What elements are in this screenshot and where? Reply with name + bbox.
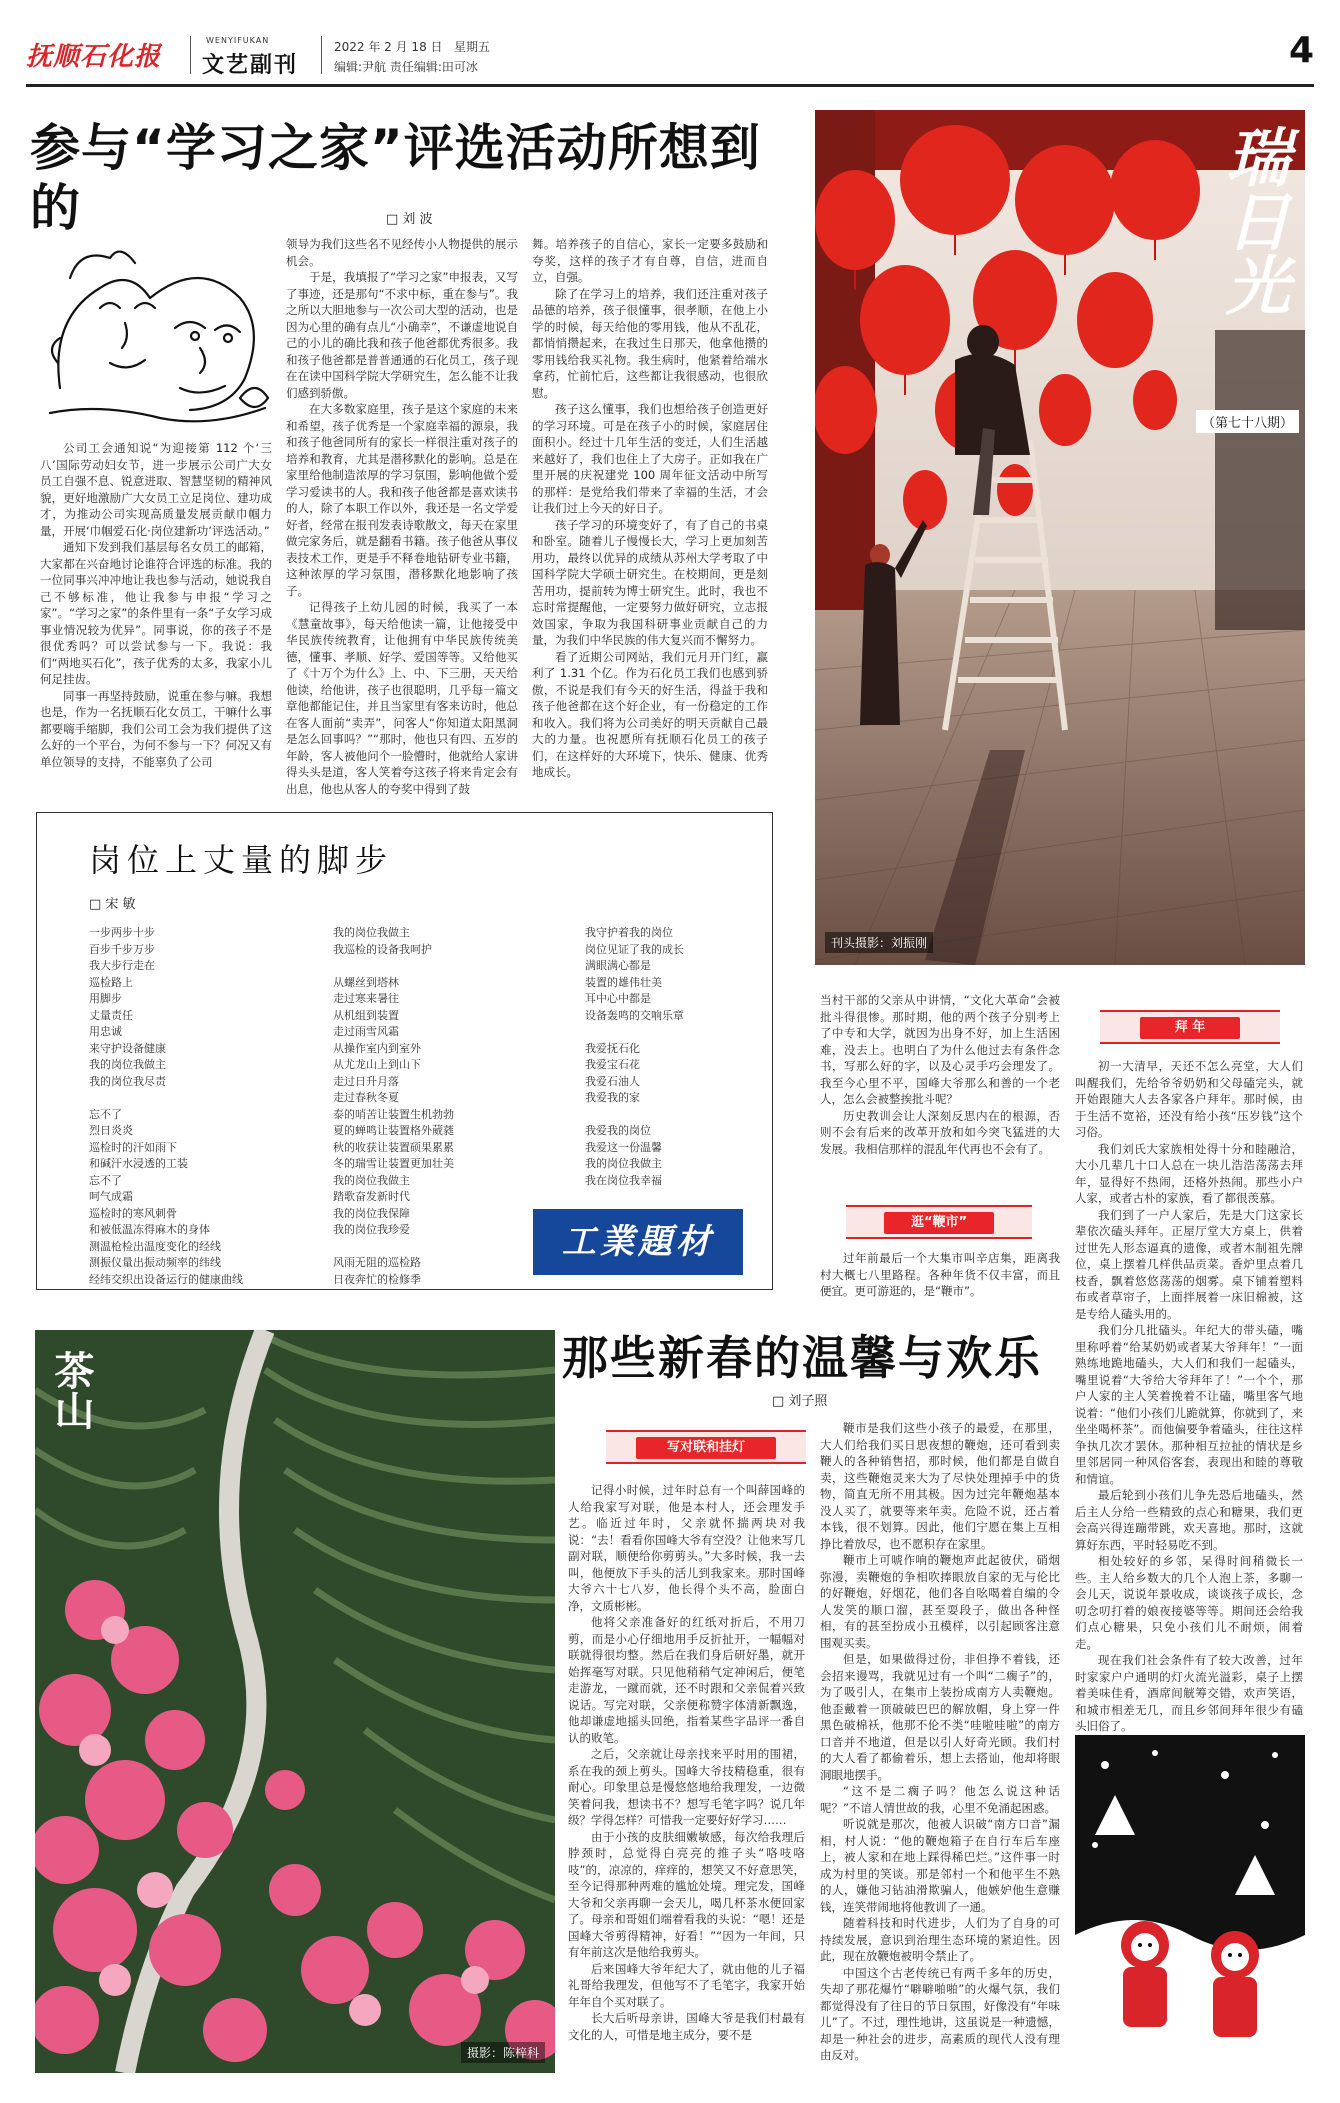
masthead <box>26 22 1314 86</box>
article2-para: 后来国峰大爷年纪大了，就由他的儿子福礼哥给我理发，但他写不了毛笔字，我家开始年年自个买对联了。 <box>568 1961 805 2009</box>
article2-para: 当村干部的父亲从中讲情，“文化大革命”会被批斗得很惨。那时期，他的两个孩子分别考上了中专和大学，就因为出身不好，加上生活困难，没去上。也明白了为什么他过去有条件念书，写那么好的字，以及心灵手巧会理发了。我至今心里不平，国峰大爷那么和善的一个老人，怎么会被整挨批斗呢？ <box>820 993 1060 1106</box>
article2-para: 我们刘氏大家族相处得十分和睦融洽，大小几辈几十口人总在一块儿浩浩荡荡去拜年，显得好不热闹，还格外热闹。那些小户人家，或者古朴的家族，看了都很羡慕。 <box>1075 1141 1303 1205</box>
poem-title: 岗位上丈量的脚步 <box>89 841 394 879</box>
section-pinyin: WENYIFUKAN <box>206 36 270 45</box>
article1-para: 领导为我们这些名不见经传小人物提供的展示机会。 <box>286 237 518 268</box>
tea-photo-credit: 摄影：陈梓科 <box>461 2042 545 2063</box>
article2-sec2-intro <box>820 1250 1060 1300</box>
article1-para: 除了在学习上的培养，我们还注重对孩子品德的培养，孩子很懂事，很孝顺，在他上小学的时候，每天给他的零用钱，他从不乱花，都悄悄攒起来，在我过生日那天，他拿他攒的零用钱给我买礼物。我生病时，他紧着给端水拿药，忙前忙后，这些都让我很感动，也很欣慰。 <box>532 286 768 400</box>
article1-col3 <box>532 236 768 781</box>
sec2-label: 逛“鞭市” <box>884 1212 994 1234</box>
poem-col3: 我守护着我的岗位 岗位见证了我的成长 满眼满心都是 装置的雄伟壮美 耳中心中都是 设备轰鸣的交响乐章 我爱抚石化 我爱宝石花 我爱石油人 我爱我的家 我爱我的岗位 我爱这一份温馨 我的岗位我做主 我在岗位我幸福 <box>585 926 684 1187</box>
article2-author: □ 刘子照 <box>772 1394 828 1409</box>
article2-col3 <box>1075 1058 1303 1784</box>
article1-title: 参与“学习之家”评选活动所想到的 <box>30 119 761 237</box>
article2-para: 初一大清早，天还不怎么亮堂，大人们叫醒我们，先给爷爷奶奶和父母磕完头，就开始跟随大人去各家各户拜年。那时候，由于生活不宽裕，还没有给小孩“压岁钱”这个习俗。 <box>1075 1059 1303 1139</box>
photo-credit: 刊头摄影：刘振刚 <box>825 932 933 953</box>
article2-para: 之后，父亲就让母亲找来平时用的围裙，系在我的颈上剪头。国峰大爷技精稳重，很有耐心。印象里总是慢悠悠地给我理发，一边微笑着问我，想读书不？想写毛笔字吗？说几年级？学得怎样？可惜我一定要好好学习…… <box>568 1747 805 1827</box>
tea-photo-vertical-title: 茶山 <box>48 1350 95 1430</box>
poem-col2: 我的岗位我做主 我巡检的设备我呵护 从螺丝到塔林 走过寒来暑往 从机组到装置 走过雨雪风霜 从操作室内到室外 从尤龙山上到山下 走过日升月落 走过春秋冬夏 泰的哨苦让装置生机勃勃 夏的蝉鸣让装置格外葳蕤 秋的收获让装置硕果累累 冬的瑞雪让装置更加壮美 我的岗位我做主 踏歌奋发新时代 我的岗位我保障 我的岗位我珍爱 风雨无阻的巡检路 日夜奔忙的检修季 <box>333 926 454 1286</box>
article2-para: “这不是二瘸子吗？他怎么说这种话呢？”不谙人情世故的我，心里不免涌起困惑。 <box>820 1784 1060 1815</box>
article1-para: 通知下发到我们基层每名女员工的邮箱，大家都在兴奋地讨论谁符合评选的标准。我的一位同事兴冲冲地让我也参与活动，她说我自己不够标准，他让我参与申报“学习之家”。“学习之家”的条件里有一条“子女学习成事业情况较为优异”。同事说，你的孩子不是很优秀吗？可以尝试参与一下。我说：我们“两地买石化”，孩子优秀的太多，我家小儿何足挂齿。 <box>40 540 272 686</box>
masthead-logo: 抚顺石化报 <box>26 42 162 72</box>
article1-col2 <box>286 236 518 797</box>
article1-para: 记得孩子上幼儿园的时候，我买了一本《慧童故事》，每天给他读一篇，让他接受中华民族传统教育，让他拥有中华民族传统美德，懂事、孝顺、好学、爱国等等。又给他买了《十万个为什么》上、中、下三册，天天给他读，给他讲，孩子也很聪明，几乎每一篇文章他都能记住，并且当家里有客来访时，他总在客人面前“卖弄”，问客人“你知道太阳黑洞是怎么回事吗？”“那时，他也只有四、五岁的年龄，客人被他问个一脸懵时，他就给人家讲得头头是道，客人笑着夸这孩子将来肯定会有出息，他也从客人的夸奖中得到了鼓 <box>286 600 518 796</box>
article2-para: 最后轮到小孩们儿争先恐后地磕头，然后主人分给一些精致的点心和糖果，我们更会高兴得连蹦带跳，欢天喜地。那时，这就算好东西，平时轻易吃不到。 <box>1075 1488 1303 1552</box>
sec3-label: 拜 年 <box>1140 1017 1240 1039</box>
article2-para: 我们到了一户人家后，先是大门这家长辈依次磕头拜年。正屋厅堂大方桌上，供着过世先人形态逼真的遗像，或者木制祖先牌位，桌上摆着几样供品贡菜。香炉里点着几枝香，飘着悠悠荡荡的烟雾。桌下铺着塑料布或者草帘子，上面拌展着一床旧棉被，这是专给人磕头用的。 <box>1075 1207 1303 1321</box>
article2-col2-top <box>820 992 1060 1157</box>
article2-para: 过年前最后一个大集市叫辛店集，距离我村大概七八里路程。各种年货不仅丰富，而且便宜。更可游逛的，是“鞭市”。 <box>820 1251 1060 1298</box>
article1-para: 同事一再坚持鼓励，说重在参与嘛。我想也是，作为一名抚顺石化女员工，干嘛什么事都要嗨手缩脚，我们公司工会为我们提供了这么好的一个平台，为何不参与一下？何况又有单位领导的支持，不能辜负了公司 <box>40 688 272 769</box>
article2-para: 他将父亲准备好的红纸对折后，不用刀剪，而是小心仔细地用手反折扯开，一幅幅对联就得很均整。然后在我们身后研好墨，就开始挥毫写对联。只见他稍稍气定神闲后，便笔走游龙，一蹴而就，还不时跟和父亲侃着兴致说话。写完对联，父亲便称赞字体清新飘逸，他却谦虚地摇头回绝，指着某些字品评一番自认的败笔。 <box>568 1615 805 1745</box>
article2-para: 相处较好的乡邻，呆得时间稍微长一些。主人给乡数大的几个人泡上茶，多聊一会儿天，说说年景收成，谈谈孩子成长，念叨念叨打着的娘夜接婆等等。期间还会给我们点心糖果，只免小孩们儿不耐烦，闹着走。 <box>1075 1554 1303 1651</box>
article2-para: 鞭市上可唬作响的鞭炮声此起彼伏，硝烟弥漫，卖鞭炮的争相吹捧眼放自家的无与伦比的好鞭炮，好烟花，他们各自吆喝着自编的令人发笑的顺口溜，甚至耍段子，做出各种怪相，有的甚至扮成小丑模样，以引起顾客注意围观买卖。 <box>820 1553 1060 1650</box>
poem-col1: 一步两步十步 百步千步万步 我大步行走在 巡检路上 用脚步 丈量责任 用忠诚 来守护设备健康 我的岗位我做主 我的岗位我尽责 忘不了 烈日炎炎 巡检时的汗如雨下 和碱汗水浸透的工装 忘不了 呵气成霜 巡检时的寒风刺骨 和被低温冻得麻木的身体 测温枪检出温度变化的经线 测振仪量出振动频率的纬线 经纬交织出设备运行的健康曲线 <box>89 926 243 1286</box>
article2-para: 鞭市是我们这些小孩子的最爱，在那里，大人们给我们买日思夜想的鞭炮，还可看到卖鞭人的各种销售招，那时候，他们都是自做自卖，这些鞭炮灵来大为了尽快处理掉手中的货物，简直无所不用其极。因为过完年鞭炮基本没人买了，就要等来年卖。危险不说，还占着本钱，很不划算。因此，他们宁愿在集上互相挣比着放尽，也不愿积存在家里。 <box>820 1421 1060 1551</box>
tea-hill-photo <box>35 1330 555 2073</box>
article1-para: 于是，我填报了“学习之家”申报表，又写了事迹，还是那句“不求中标，重在参与”。我之所以大胆地参与一次公司大型的活动，也是因为心里的确有点儿“小确幸”，不谦虚地说自己的小儿的确比我和孩子他爸都优秀很多。我和孩子他爸都是普普通通的石化员工，孩子现在在读中国科学院大学研究生，怎么能不让我们感到骄傲。 <box>286 270 518 400</box>
article1-para: 在大多数家庭里，孩子是这个家庭的未来和希望，孩子优秀是一个家庭幸福的源泉，我和孩子他爸同所有的家长一样很注重对孩子的培养和教育，尤其是潜移默化的影响。总是在家里给他制造浓厚的学习氛围，影响他做个爱学习爱读书的人。我和孩子他爸都是喜欢读书的人，除了本职工作以外，我还是一名文学爱好者，经常在报刊发表诗歌散文，每天在家里做完家务后，就是翻看书籍。孩子他爸从事仪表技术工作，更是手不释卷地钻研专业书籍，这种浓厚的学习氛围，潜移默化地影响了孩子。 <box>286 402 518 598</box>
article2-para: 历史教训会让人深刻反思内在的根源，否则不会有后来的改革开放和如今突飞猛进的大发展。我相信那样的混乱年代再也不会有了。 <box>820 1108 1060 1156</box>
poem-badge: 工業題材 <box>533 1209 743 1275</box>
masthead-rule <box>26 84 1314 87</box>
page-number: 4 <box>1288 30 1314 71</box>
article2-title: 那些新春的温馨与欢乐 <box>562 1331 1042 1385</box>
section-name: 文艺副刊 <box>202 53 299 78</box>
article1-para: 孩子这么懂事，我们也想给孩子创造更好的学习环境。可是在孩子小的时候，家庭居住面积小。经过十几年生活的变迁，人们生活越来越好了，我们也住上了大房子。正如我在广里开展的庆祝建党 100 周年征文活动中所写的那样：是党给我们带来了幸福的生活，才会让我们过上今天的好日子。 <box>532 402 768 515</box>
weekday-text: 星期五 <box>453 40 490 54</box>
masthead-divider-2 <box>321 36 322 74</box>
article2-para: 记得小时候，过年时总有一个叫薛国峰的人给我家写对联，他是本村人，还会理发手艺。临近过年时，父亲就怀揣两块对我说：“去！看看你国峰大爷有空没？让他来写几副对联，顺便给你剪剪头。”大多时候，我一去叫，他便放下手头的活儿到我家来。那时国峰大爷六十七八岁，他长得个头不高，脸面白净，文质彬彬。 <box>568 1483 805 1613</box>
article2-para: 随着科技和时代进步，人们为了自身的可持续发展，意识到治理生态环境的紧迫性。因此，现在放鞭炮被明令禁止了。 <box>820 1916 1060 1963</box>
article2-col2 <box>820 1420 1060 2064</box>
article2-para: 长大后听母亲讲，国峰大爷是我们村最有文化的人，可惜是地主成分，要不是 <box>568 2011 805 2042</box>
article2-col1 <box>568 1482 805 2043</box>
article2-para: 但是，如果做得过份，非但挣不着钱，还会招来谩骂，我就见过有一个叫“二瘸子”的，为了吸引人，在集市上装扮成南方人卖鞭炮。他歪戴着一顶破破巴巴的解放帽，身上穿一件黑色破棉袄，他那不伦不类“哇啦哇啦”的南方口音并不地道，但是以引人好奇光顾。我们村的大人看了都偷着乐，想上去搭讪，他却将眼洞眼地摆手。 <box>820 1652 1060 1782</box>
papercut-illustration <box>1075 1735 1305 2073</box>
article1-illustration <box>40 238 272 428</box>
sec1-label: 写对联和挂灯 <box>636 1437 776 1459</box>
article2-para: 现在我们社会条件有了较大改善，过年时家家户户通明的灯火流光溢彩，桌子上摆着美味佳肴，酒席间觥筹交错，欢声笑语，和城市相差无几，而且乡邻间拜年很少有磕头旧俗了。 <box>1075 1653 1303 1733</box>
article1-author: □ 刘 波 <box>386 212 433 227</box>
article2-para: 由于小孩的皮肤细嫩敏感，每次给我理后脖颈时，总觉得白亮亮的推子头“咯吱咯吱”的，凉凉的，痒痒的，想笑又不好意思笑，至今记得那种两难的尴尬处境。理完发，国峰大爷和父亲再聊一会天儿，喝几杯茶水便回家了。母亲和哥姐们端着看我的头说：“嗯！还是国峰大爷剪得精神，好看！”“因为一年间，只有年前这次是他给我剪头。 <box>568 1829 805 1959</box>
article1-para: 舞。培养孩子的自信心，家长一定要多鼓励和夸奖，这样的孩子才有自尊，自信，进而自立，自强。 <box>532 237 768 284</box>
article2-para: 中国这个古老传统已有两千多年的历史，失却了那花爆竹“噼噼啪啪”的火爆气氛，我们都觉得没有了往日的节日氛围，好像没有“年味儿”了。不过，理性地讲，这虽说是一种遗憾，却是一种社会的进步，高素质的现代人没有理由反对。 <box>820 1965 1060 2062</box>
photo-issue: （第七十八期） <box>1196 410 1299 433</box>
article2-para: 听说就是那次，他被人识破“南方口音”漏相，村人说：“他的鞭炮箱子在自行车后车座上，被人家和在地上踩得稀巴烂。”这件事一时成为村里的笑谈。那是邻村一个和他平生不熟的人，嫌他习钻油滑欺骗人，他嫉妒他生意赚钱，连笑带闹地将他教训了一通。 <box>820 1817 1060 1914</box>
article2-para: 我们分几批磕头。年纪大的带头磕，嘴里称呼着“给某奶奶或者某大爷拜年！”一面熟练地跪地磕头，大人们和我们一起磕头，嘴里说着“大爷给大爷拜年了！”一个个，那户人家的主人笑着挽着不让磕，嘴里客气地说着：“他们小孩们儿跪就算，你就到了，来坐坐喝杯茶”。而他偏要争着磕头，往往这样争执几次才罢休。那种相互拉扯的情状是乡里邻居同一种风俗客套，表现出和睦的尊敬和情谊。 <box>1075 1323 1303 1486</box>
photo-vertical-title: 瑞日光 <box>1215 124 1290 316</box>
article1-para: 看了近期公司网站，我们元月开门红，赢利了 1.31 个亿。作为石化员工我们也感到骄傲，不说是我们有今天的好生活，得益于我和孩子他爸都在这个好企业，有一份稳定的工作和收入。我们将为公司美好的明天贡献自己最大的力量。也祝愿所有抚顺石化员工的孩子们，在这样好的大环境下，快乐、健康、优秀地成长。 <box>532 649 768 779</box>
article1-para: 孩子学习的环境变好了，有了自己的书桌和卧室。随着儿子慢慢长大，学习上更加刻苦用功，最终以优异的成绩从苏州大学考取了中国科学院大学硕士研究生。在校期间，更是刻苦用功，提前转为博士研究生。此时，我也不忘时常提醒他，一定要努力做好研究，立志报效国家，争取为我国科研事业贡献自己的力量，为我们中华民族的伟大复兴而不懈努力。 <box>532 517 768 647</box>
article1-para: 公司工会通知说“为迎接第 112 个‘三八’国际劳动妇女节，进一步展示公司广大女员工自强不息、锐意进取、智慧坚韧的精神风貌，更好地激励广大女员工立足岗位、建功成才，为推动公司实现高质量发展贡献巾帼力量，开展‘巾帼爱石化·岗位建新功’评选活动。” <box>40 441 272 538</box>
editors-line: 编辑:尹航 责任编辑:田可冰 <box>334 60 478 74</box>
date-text: 2022 年 2 月 18 日 <box>334 40 443 54</box>
article1-col1 <box>40 440 272 770</box>
issue-date <box>334 38 490 55</box>
masthead-divider <box>190 36 191 74</box>
poem-author: □ 宋 敏 <box>89 897 136 912</box>
lantern-photo <box>815 110 1305 965</box>
poem-box <box>36 812 773 1290</box>
